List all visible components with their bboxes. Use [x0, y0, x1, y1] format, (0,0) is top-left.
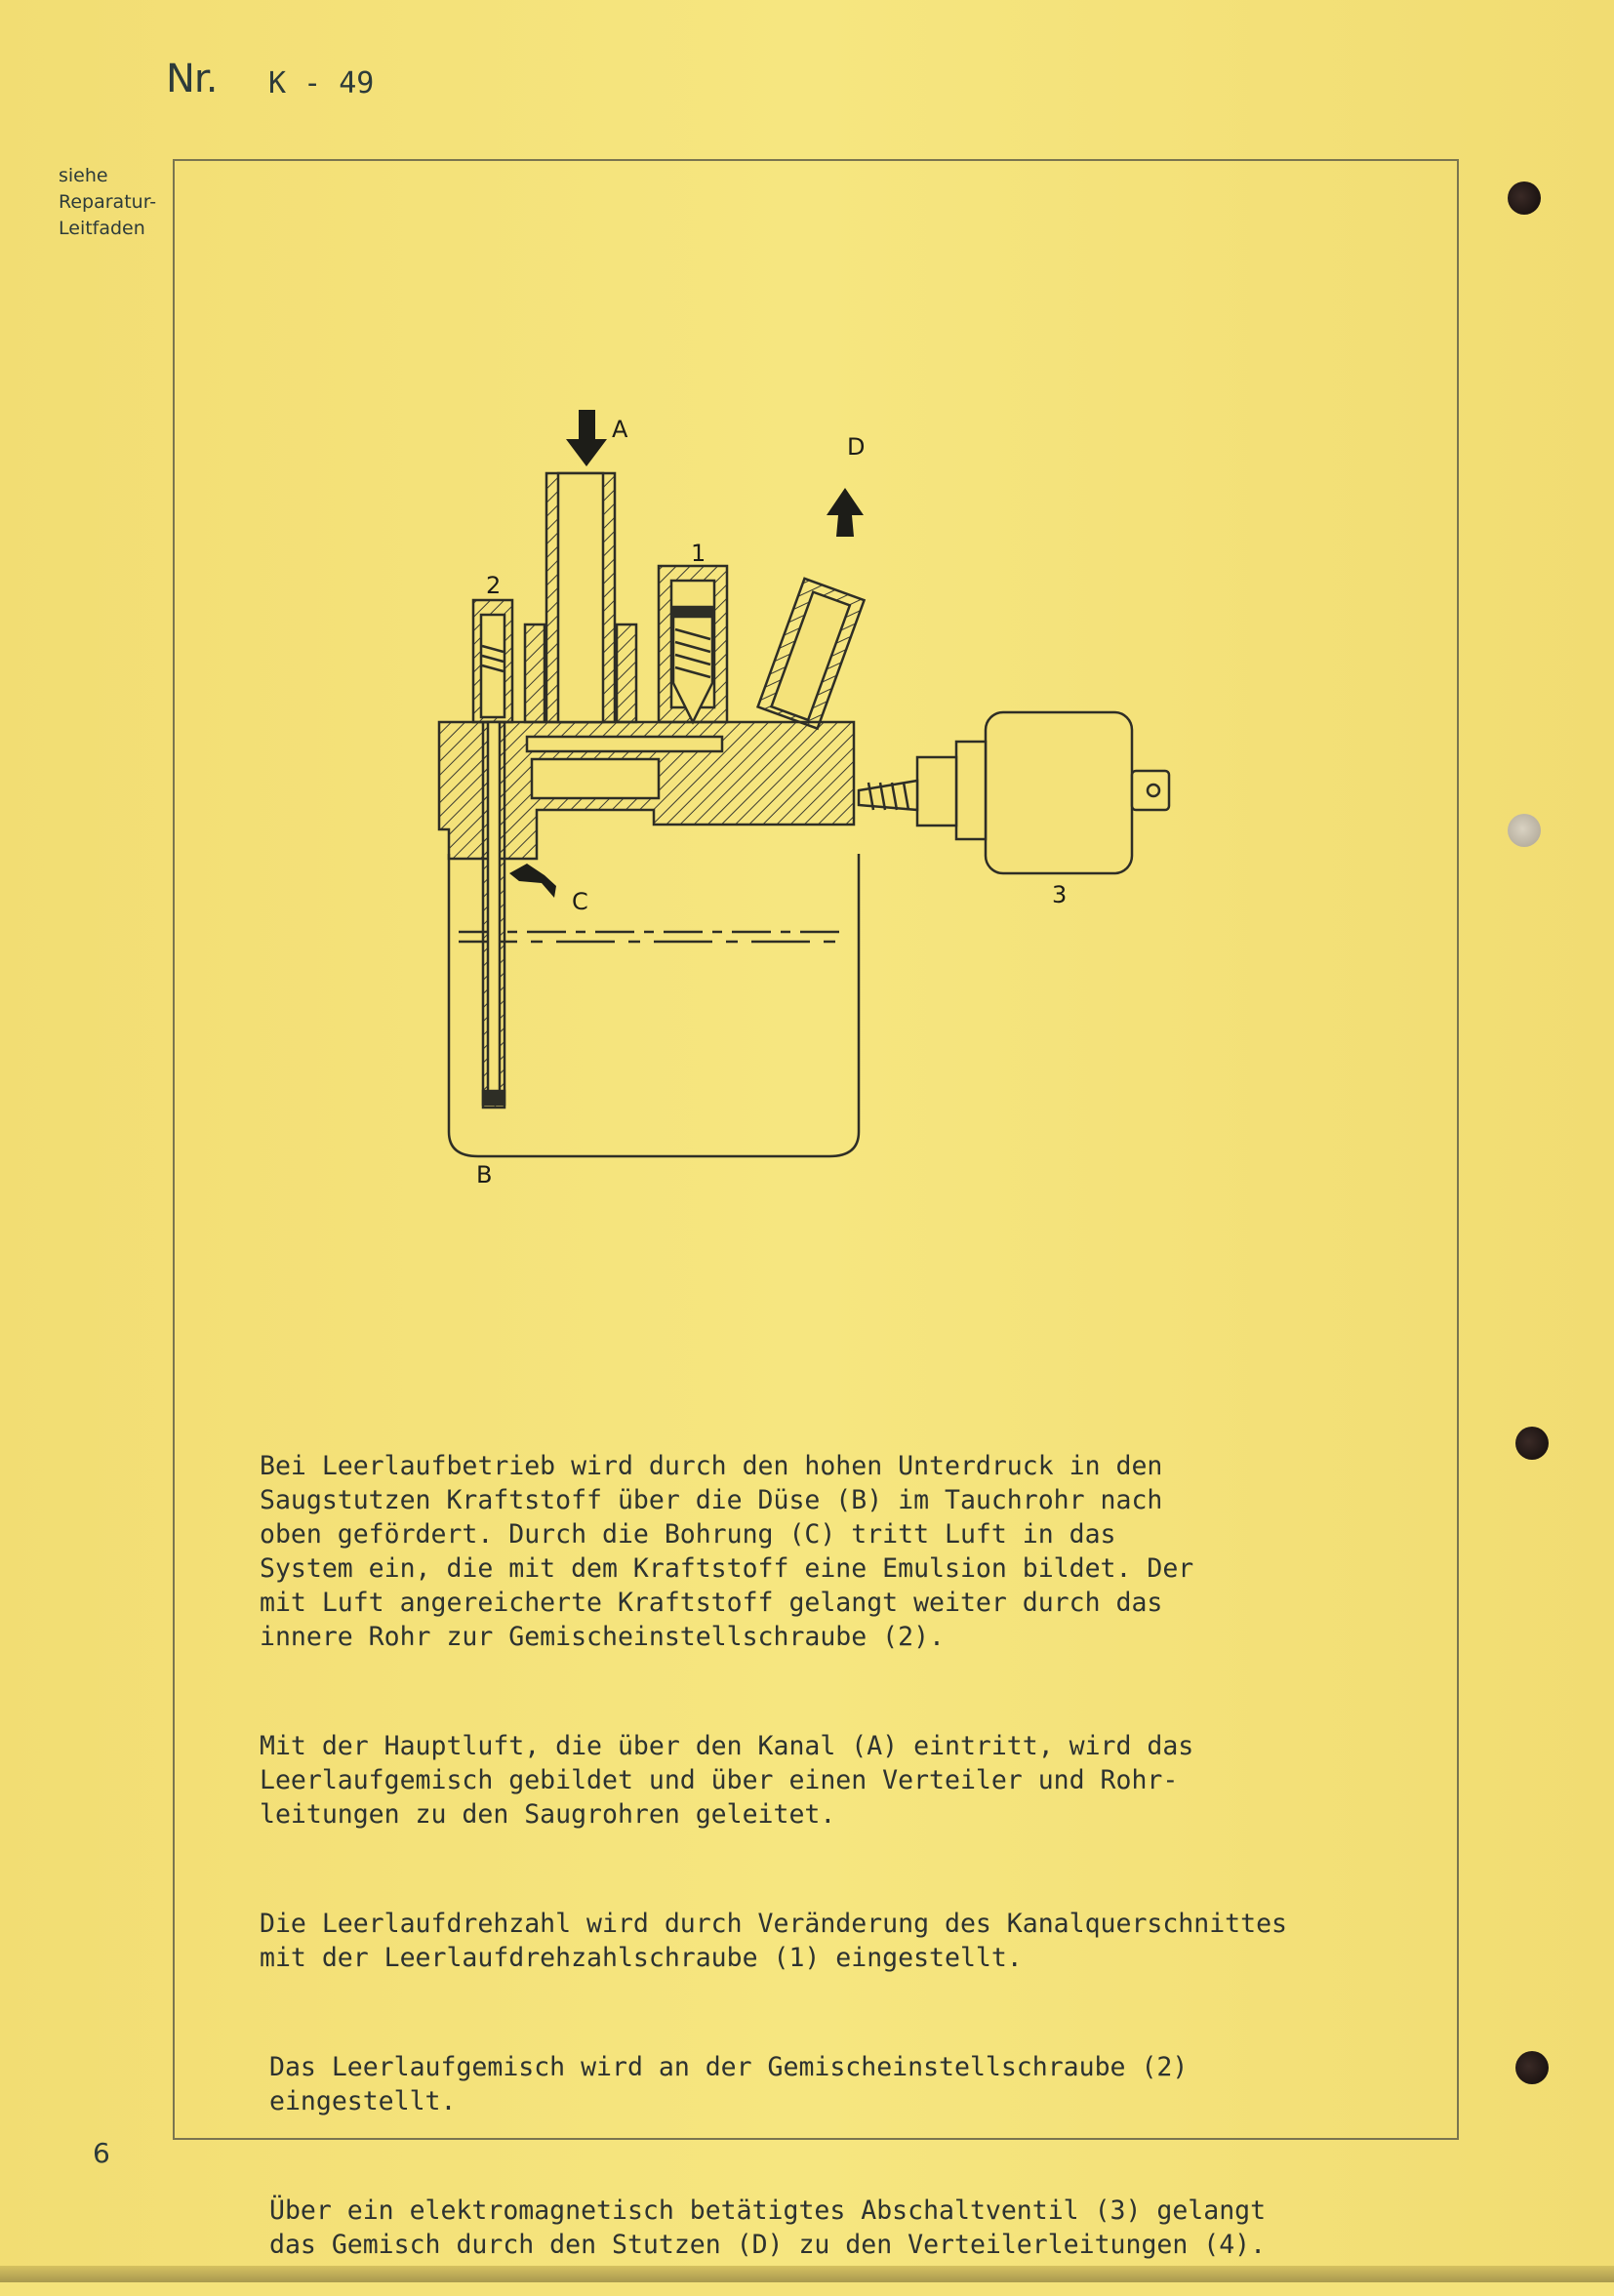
label-3: 3: [1052, 881, 1068, 908]
page-number: 6: [93, 2137, 110, 2169]
cutoff-valve-body: [986, 712, 1132, 873]
paragraph: Die Leerlaufdrehzahl wird durch Veränderung des Kanalquerschnittes mit der Leerlaufdrehzahlschraube (1) eingestellt.: [260, 1909, 1287, 1973]
punch-hole: [1515, 2051, 1549, 2084]
paragraph: Das Leerlaufgemisch wird an der Gemischeinstellschraube (2) eingestellt.: [269, 2052, 1189, 2116]
bowl-outline: [449, 854, 859, 1156]
arrow-c: [509, 864, 556, 898]
side-note-line: siehe: [59, 165, 108, 186]
side-note: [59, 163, 176, 242]
label-a: A: [612, 416, 628, 443]
punch-hole: [1508, 814, 1541, 847]
side-note-line: Reparatur-: [59, 191, 157, 213]
header-nr-label: Nr.: [166, 57, 218, 101]
punch-hole: [1515, 1427, 1549, 1460]
label-1: 1: [691, 540, 706, 567]
label-2: 2: [486, 572, 502, 599]
paragraph: Mit der Hauptluft, die über den Kanal (A) eintritt, wird das Leerlaufgemisch gebildet und über einen Verteiler und Rohr- leitungen zu den Saugrohren geleitet.: [260, 1731, 1194, 1830]
punch-hole: [1508, 181, 1541, 215]
side-note-line: Leitfaden: [59, 218, 145, 239]
label-b: B: [476, 1161, 493, 1188]
header-code: K - 49: [268, 66, 375, 101]
body-text: [260, 1415, 1450, 2296]
label-c: C: [572, 888, 588, 915]
idle-system-diagram: [410, 390, 1239, 1188]
arrow-a: [566, 410, 607, 466]
paragraph: Über ein elektromagnetisch betätigtes Abschaltventil (3) gelangt das Gemisch durch den Stutzen (D) zu den Verteilerleitungen (4).: [269, 2195, 1267, 2260]
paragraph: Bei Leerlaufbetrieb wird durch den hohen Unterdruck in den Saugstutzen Kraftstoff über die Düse (B) im Tauchrohr nach oben gefördert. Durch die Bohrung (C) tritt Luft in das System ein, die mit dem Kraftstoff eine Emulsion bildet. Der mit Luft angereicherte Kraftstoff gelangt weiter durch das innere Rohr zur Gemischeinstellschraube (2).: [260, 1451, 1194, 1652]
arrow-d: [827, 488, 864, 537]
label-d: D: [847, 433, 866, 461]
